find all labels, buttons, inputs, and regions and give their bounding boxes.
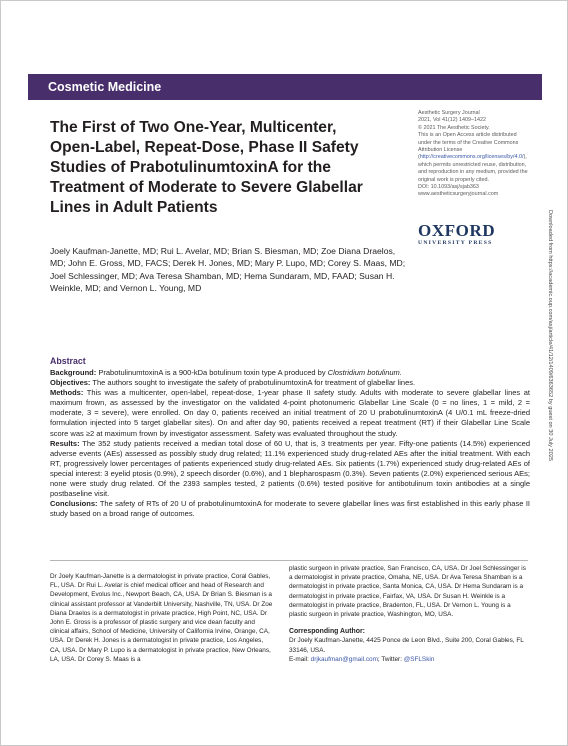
abstract-heading: Abstract (50, 356, 86, 366)
methods-text: This was a multicenter, open-label, repeat-dose, 1-year phase II safety study. Adults with moderate to severe glabellar lines at maximum frown, as assessed by the investigator on the validated 4-point photonumeric Glabellar Line Scale (0 = no lines, 1 = mild, 2 = moderate, 3 = severe), were enrolled. On day 0, patients received an initial treatment of 20 U prabotulinumtoxinA (4 U/0.1 mL freeze-dried formulation injected into 5 target glabellar sites). On and after day 90, patients received a repeat treatment (RT) if their Glabellar Line Scale score was ≥2 at maximum frown by investigator assessment. Safety was evaluated throughout the study. (50, 388, 530, 438)
author-list: Joely Kaufman-Janette, MD; Rui L. Avelar, MD; Brian S. Biesman, MD; Zoe Diana Draelos, MD; John E. Gross, MD, FACS; Derek H. Jones, MD; Mary P. Lupo, MD; Corey S. Maas, MD; Joel Schlessinger, MD; Ava Teresa Shamban, MD; Hema Sundaram, MD, FAAD; Susan H. Weinkle, MD; and Vernon L. Young, MD (50, 246, 406, 293)
doi[interactable]: DOI: 10.1093/asj/sjab363 (418, 184, 479, 191)
abstract-objectives (50, 378, 530, 388)
publisher-subtitle: UNIVERSITY PRESS (418, 240, 493, 246)
license-text: This is an Open Access article distributed under the terms of the Creative Commons Attribution License ( (418, 132, 519, 161)
abstract-methods (50, 388, 530, 438)
results-label: Results: (50, 438, 80, 448)
abstract-conclusions (50, 499, 530, 519)
corresponding-author-contact (289, 655, 529, 664)
affiliations-right (289, 564, 529, 664)
conclusions-text: The safety of RTs of 20 U of prabotulinumtoxinA for moderate to severe glabellar lines was first established in this early phase II study based on a broad range of outcomes. (50, 499, 530, 519)
article-title: The First of Two One-Year, Multicenter, Open-Label, Repeat-Dose, Phase II Safety Studies of PrabotulinumtoxinA for the Treatment of Moderate to Severe Glabellar Lines in Adult Patients (50, 119, 363, 216)
publisher-logo (418, 222, 530, 247)
section-banner: Cosmetic Medicine (28, 74, 542, 100)
corresponding-author-heading: Corresponding Author: (289, 628, 365, 636)
background-label: Background: (50, 368, 97, 377)
journal-copyright: © 2021 The Aesthetic Society. (418, 124, 490, 131)
affiliations-right-text: plastic surgeon in private practice, San Francisco, CA, USA. Dr Joel Schlessinger is a dermatologist in private practice, Omaha, NE, USA. Dr Ava Teresa Shamban is a dermatologist in private practice, Santa Monica, CA, USA. Dr Hema Sundaram is a dermatologist in private practice, Fairfax, VA, USA. Dr Susan H. Weinkle is a dermatologist in private practice, Bradenton, FL, USA. Dr Vernon L. Young is a plastic surgeon in private practice, Washington, MO, USA. (289, 565, 526, 619)
objectives-text: The authors sought to investigate the safety of prabotulinumtoxinA for treatment of glabellar lines. (92, 378, 416, 388)
license-link[interactable]: http://creativecommons.org/licenses/by/4.0/ (419, 154, 524, 161)
journal-info (418, 110, 530, 199)
background-italic: Clostridium botulinum. (327, 368, 402, 377)
footnote-divider (50, 560, 528, 561)
journal-citation: 2021, Vol 41(12) 1409–1422 (418, 117, 487, 124)
license-rest: ), which permits unrestricted reuse, distribution, and reproduction in any medium, provided the original work is properly cited. (418, 154, 528, 183)
email-label: E-mail: (289, 655, 311, 663)
affiliations-left: Dr Joely Kaufman-Janette is a dermatologist in private practice, Coral Gables, FL, USA. Dr Rui L. Avelar is chief medical officer and head of Research and Development, Evolus Inc., Newport Beach, CA, USA. Dr Brian S. Biesman is a clinical assistant professor at Vanderbilt University, Nashville, TN, USA. Dr Zoe Diana Draelos is a dermatologist in private practice, High Point, NC, USA. Dr John E. Gross is a professor of plastic surgery and vice dean faculty and clinical affairs, School of Medicine, University of California Irvine, Orange, CA, USA. Dr Derek H. Jones is a dermatologist in private practice, Los Angeles, CA, USA. Dr Mary P. Lupo is a dermatologist in private practice, New Orleans, LA, USA. Dr Corey S. Maas is a (50, 573, 273, 663)
publisher-name: OXFORD (418, 221, 496, 240)
corresponding-author-address: Dr Joely Kaufman-Janette, 4425 Ponce de Leon Blvd., Suite 200, Coral Gables, FL 33146, USA. (289, 637, 524, 654)
abstract-background (50, 368, 530, 378)
abstract-body (50, 368, 530, 519)
email-link[interactable]: drjkaufman@gmail.com (310, 655, 378, 663)
journal-name: Aesthetic Surgery Journal (418, 110, 480, 116)
download-notice: Downloaded from https://academic.oup.com/asj/article/41/12/1409/6363652 by guest on 30 July 2025 (547, 210, 553, 461)
conclusions-label: Conclusions: (50, 499, 98, 509)
twitter-link[interactable]: @SFLSkin (403, 655, 435, 663)
license-statement (418, 132, 530, 184)
objectives-label: Objectives: (50, 378, 91, 388)
results-text: The 352 study patients received a median total dose of 60 U, that is, 3 treatments per year. Fifty-one patients (14.5%) experienced adverse events (AEs) assessed as possibly study drug related; 11.1% experienced study drug-related AEs after the initial treatment. With each RT, progressively lower percentages of patients experienced study drug-related AEs. Six patients (1.7%) experienced study drug-related AEs of special interest: 3 eyelid ptosis (0.9%), 2 speech disorder (0.6%), and 1 blepharospasm (0.3%). Seven patients (2.0%) experienced serious AEs; none were study drug related. Of the 2393 samples tested, 2 patients (0.6%) tested positive for antibotulinum toxin antibodies at a single postbaseline visit. (50, 438, 530, 499)
methods-label: Methods: (50, 388, 84, 398)
twitter-label: ; Twitter: (377, 655, 404, 663)
abstract-results (50, 439, 530, 500)
journal-website[interactable]: www.aestheticsurgeryjournal.com (418, 191, 499, 198)
background-text: PrabotulinumtoxinA is a 900-kDa botulinum toxin type A produced by (98, 368, 328, 377)
